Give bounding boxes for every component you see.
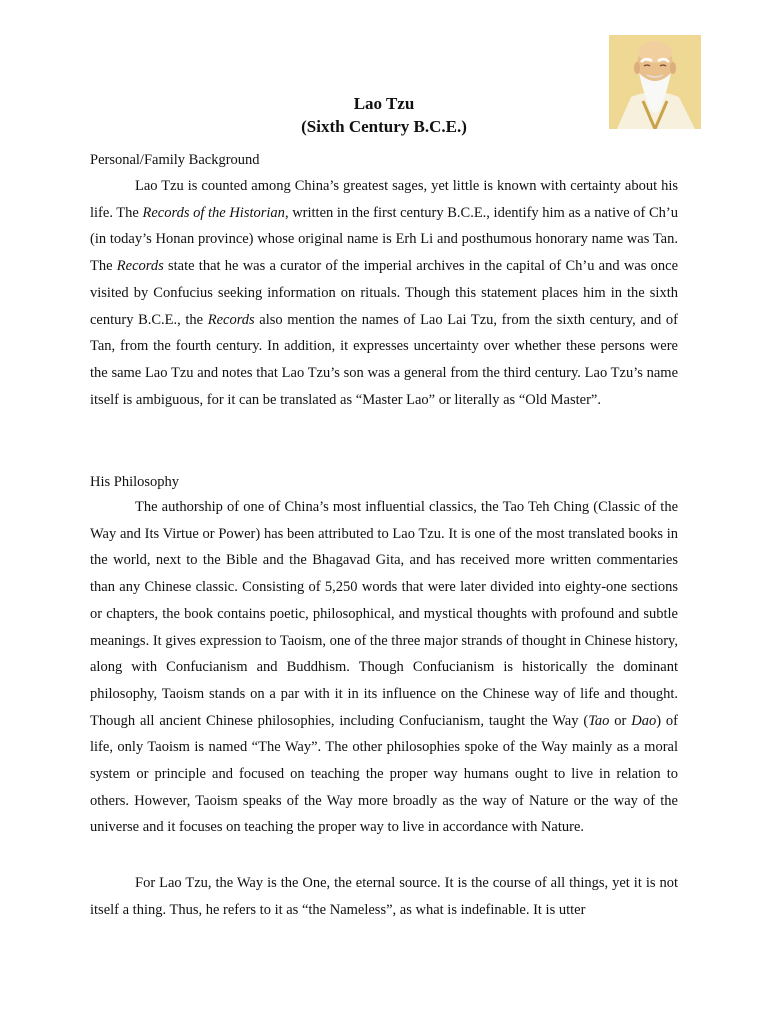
text-run: The authorship of one of China’s most influential classics, the Tao Teh Ching (Classic of the Way and Its Virtue or Power) has been attributed to Lao Tzu. It is one of the most translated books in the world, next to the Bible and the Bhagavad Gita, and has received more written commentaries than any Chinese classic. Consisting of 5,250 words that were later divided into eighty-one sections or chapters, the book contains poetic, philosophical, and mystical thoughts with profound and subtle meanings. It gives expression to Taoism, one of the three major strands of thought in Chinese history, along with Confucianism and Buddhism. Though Confucianism is historically the dominant philosophy, Taoism stands on a par with it in its influence on the Chinese way of life and thought. Though all ancient Chinese philosophies, including Confucianism, taught the Way ( — [90, 499, 678, 729]
text-run: , written in the first century B.C.E., identify him as a native of Ch’u (in today’s Honan province) whose original name is Erh Li and posthumous honorary name was Tan. The — [90, 204, 679, 275]
title-name: Lao Tzu — [353, 94, 415, 113]
paragraph-philosophy-1 — [90, 494, 678, 841]
text-run: ) of life, only Taoism is named “The Way”. The other philosophies spoke of the Way mainly as a moral system or principle and focused on teaching the proper way humans ought to live in relation to others. However, Taoism speaks of the Way more broadly as the way of Nature or the way of the universe and it focuses on teaching the proper way to live in accordance with Nature. — [90, 712, 678, 836]
italic-title-run: Dao — [631, 712, 657, 729]
section-heading-philosophy: His Philosophy — [90, 474, 180, 490]
text-run: For Lao Tzu, the Way is the One, the eternal source. It is the course of all things, yet it is not itself a thing. Thus, he refers to it as “the Nameless”, as what is indefinable. It is utter — [90, 875, 678, 918]
paragraph-background — [90, 173, 678, 413]
title-era: (Sixth Century B.C.E.) — [301, 117, 467, 136]
text-run: state that he was a curator of the imperial archives in the capital of Ch’u and was once visited by Confucius seeking information on rituals. Though this statement places him in the sixth century B.C.E., the — [90, 258, 678, 328]
paragraph-philosophy-2 — [90, 870, 678, 923]
italic-title-run: Tao — [588, 712, 610, 729]
text-run: Lao Tzu is counted among China’s greatest sages, yet little is known with certainty about his life. The — [90, 178, 678, 221]
text-run: or — [609, 712, 632, 729]
italic-title-run: Records — [207, 311, 255, 328]
italic-title-run: Records of the Historian — [142, 204, 285, 221]
section-heading-background: Personal/Family Background — [90, 152, 260, 168]
text-run: also mention the names of Lao Lai Tzu, from the sixth century, and of Tan, from the fourth century. In addition, it expresses uncertainty over whether these persons were the same Lao Tzu and notes that Lao Tzu’s son was a general from the third century. Lao Tzu’s name itself is ambiguous, for it can be translated as “Master Lao” or literally as “Old Master”. — [90, 311, 678, 408]
italic-title-run: Records — [116, 258, 164, 275]
document-title — [0, 92, 768, 138]
